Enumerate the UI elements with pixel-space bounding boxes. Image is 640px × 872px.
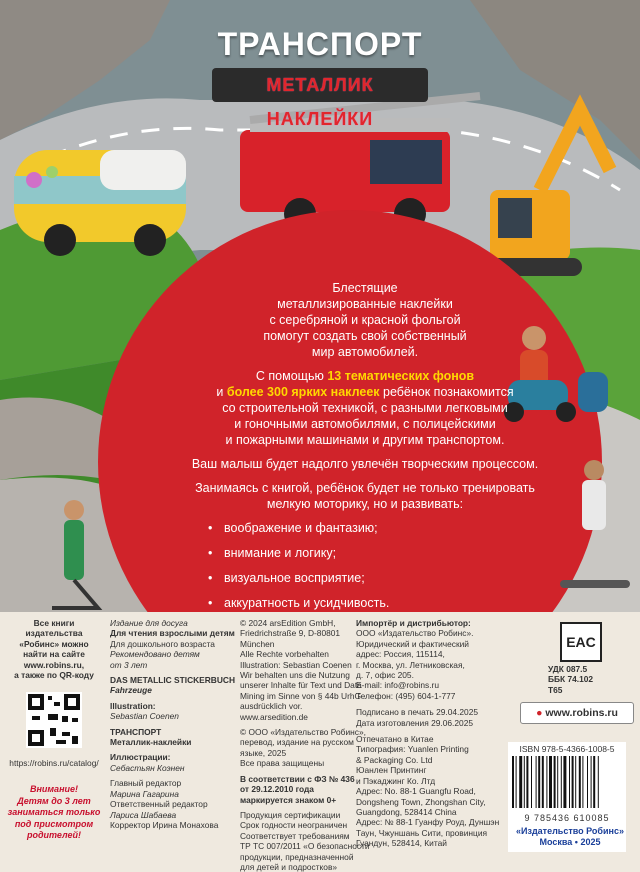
blurb-text: и bbox=[216, 385, 227, 399]
copyright-info bbox=[240, 618, 370, 872]
barcode-bar bbox=[519, 756, 522, 808]
warning-line: родителей! bbox=[26, 830, 82, 840]
blurb-highlight: 13 тематических фонов bbox=[327, 369, 475, 383]
edition-line: Себастьян Коэнен bbox=[110, 762, 185, 773]
copyright-line: Mining im Sinne von § 44b UrhG bbox=[240, 690, 362, 701]
copyright-line: перевод, издание на русском bbox=[240, 737, 354, 748]
edition-line: Издание для досуга bbox=[110, 618, 188, 628]
copyright-line: Alle Rechte vorbehalten bbox=[240, 649, 329, 660]
barcode-bar bbox=[557, 756, 558, 808]
importer-line: Телефон: (495) 604-1-777 bbox=[356, 690, 456, 701]
blurb-line: Занимаясь с книгой, ребёнок будет не только тренировать bbox=[195, 481, 535, 495]
blurb-line: и пожарными машинами и другим транспортом. bbox=[225, 433, 505, 447]
barcode-bar bbox=[512, 756, 514, 808]
copyright-line: ausdrücklich vor. bbox=[240, 701, 303, 712]
importer-line: адрес: Россия, 115114, bbox=[356, 649, 445, 660]
edition-line: ТРАНСПОРТ bbox=[110, 726, 162, 737]
importer-line: Адрес: No. 88-1 Guangfu Road, bbox=[356, 786, 476, 797]
blurb-text: С помощью bbox=[255, 369, 328, 383]
blurb-line: и гоночными автомобилями, с полицейскими bbox=[234, 417, 496, 431]
importer-lines bbox=[356, 628, 506, 848]
copyright-line: München bbox=[240, 638, 275, 649]
barcode-bar bbox=[591, 756, 592, 808]
importer-info bbox=[356, 618, 506, 849]
edition-line: от 3 лет bbox=[110, 659, 148, 670]
edition-line: Главный редактор bbox=[110, 778, 182, 789]
info-line: Все книги bbox=[33, 618, 75, 628]
barcode-bar bbox=[579, 756, 581, 808]
edition-line: Марина Гагарина bbox=[110, 788, 179, 799]
edition-line: Металлик-наклейки bbox=[110, 737, 192, 748]
copyright-line: Продукция сертификации bbox=[240, 809, 341, 820]
bullet-item: • воображение и фантазию; bbox=[208, 520, 550, 536]
blurb-intro-line: с серебряной и красной фольгой bbox=[269, 313, 461, 327]
edition-line: Illustration: bbox=[110, 700, 156, 711]
copyright-line: ТР ТС 007/2011 «О безопасности bbox=[240, 841, 370, 852]
qr-code[interactable] bbox=[26, 692, 82, 748]
classification bbox=[548, 664, 618, 695]
importer-heading: Импортёр и дистрибьютор: bbox=[356, 618, 471, 628]
barcode-bar bbox=[542, 756, 544, 808]
edition-info bbox=[110, 618, 234, 830]
barcode-bar bbox=[549, 756, 552, 808]
blurb-line: со строительной техникой, с разными легковыми bbox=[222, 401, 508, 415]
barcode-digits: 9 785436 610085 bbox=[524, 812, 610, 823]
info-line: www.robins.ru, bbox=[23, 659, 85, 670]
info-line: издательства bbox=[25, 628, 83, 639]
warning-line: Детям до 3 лет bbox=[17, 795, 91, 806]
edition-line: DAS METALLIC STICKERBUCH bbox=[110, 675, 235, 686]
barcode-bar bbox=[526, 756, 528, 808]
subtitle-text: МЕТАЛЛИК НАКЛЕЙКИ bbox=[266, 75, 374, 129]
importer-line: Адрес: № 88-1 Гуанфу Роуд, Дуншэн bbox=[356, 817, 500, 828]
importer-line: г. Москва, ул. Летниковская, bbox=[356, 659, 465, 670]
barcode-bar bbox=[575, 756, 576, 808]
importer-line: ООО «Издательство Робинс». bbox=[356, 628, 474, 639]
catalog-link[interactable]: https://robins.ru/catalog/ bbox=[9, 758, 99, 768]
barcode-bar bbox=[554, 756, 556, 808]
importer-line: Гуандун, 528414, Китай bbox=[356, 838, 447, 849]
copyright-line: маркируется знаком 0+ bbox=[240, 794, 337, 805]
copyright-line: © 2024 arsEdition GmbH, bbox=[240, 618, 336, 628]
udk-code: УДК 087.5 bbox=[548, 664, 588, 674]
cover-subtitle bbox=[212, 68, 428, 129]
barcode-bar bbox=[538, 756, 540, 808]
barcode-bar bbox=[561, 756, 562, 808]
blurb-highlight: более 300 ярких наклеек bbox=[226, 385, 380, 399]
edition-line: Корректор Ирина Монахова bbox=[110, 819, 219, 830]
blurb-bullets bbox=[208, 520, 550, 611]
publisher-name: «Издательство Робинс» bbox=[516, 826, 624, 836]
blurb-paragraph-4 bbox=[180, 480, 550, 512]
barcode-bar bbox=[516, 756, 517, 808]
barcode-bar bbox=[531, 756, 532, 808]
importer-line: Таун, Чжуншань Сити, провинция bbox=[356, 827, 488, 838]
blurb-paragraph-3: Ваш малыш будет надолго увлечён творческим процессом. bbox=[191, 457, 539, 471]
cover-title: ТРАНСПОРТ bbox=[217, 26, 423, 62]
copyright-line: www.arsedition.de bbox=[240, 711, 308, 722]
barcode-bar bbox=[593, 756, 595, 808]
catalog-code: Т65 bbox=[548, 684, 563, 695]
info-line: найти на сайте bbox=[23, 649, 85, 660]
copyright-line: Illustration: Sebastian Coenen bbox=[240, 659, 352, 670]
importer-line: Dongsheng Town, Zhongshan City, bbox=[356, 796, 486, 807]
edition-line: Иллюстрации: bbox=[110, 752, 171, 763]
edition-line: Fahrzeuge bbox=[110, 685, 152, 696]
edition-line: Для дошкольного возраста bbox=[110, 638, 215, 649]
bullet-item: • аккуратность и усидчивость. bbox=[208, 595, 550, 611]
copyright-line: unserer Inhalte für Text und Data bbox=[240, 680, 362, 691]
blurb-intro bbox=[180, 280, 550, 360]
importer-line: Дата изготовления 29.06.2025 bbox=[356, 717, 474, 728]
barcode-bar bbox=[572, 756, 574, 808]
barcode-bar bbox=[546, 756, 547, 808]
barcode-bar bbox=[569, 756, 570, 808]
blurb-text: ребёнок познакомится bbox=[379, 385, 514, 399]
blurb-line: мелкую моторику, но и развивать: bbox=[266, 497, 464, 511]
eac-mark: EAC bbox=[560, 622, 602, 662]
bullet-item: • визуальное восприятие; bbox=[208, 570, 550, 586]
edition-line: Ответственный редактор bbox=[110, 799, 208, 810]
barcode-icon bbox=[508, 754, 626, 810]
blurb-intro-line: помогут создать свой собственный bbox=[263, 329, 467, 343]
isbn: ISBN 978-5-4366-1008-5 bbox=[519, 744, 615, 754]
copyright-line: Все права защищены bbox=[240, 758, 325, 769]
website-text: www.robins.ru bbox=[545, 707, 618, 719]
copyright-line: от 29.12.2010 года bbox=[240, 784, 314, 795]
copyright-line: Friedrichstraße 9, D-80801 bbox=[240, 628, 341, 639]
barcode-bar bbox=[582, 756, 583, 808]
importer-line: Guangdong, 528414 China bbox=[356, 806, 457, 817]
importer-line: E-mail: info@robins.ru bbox=[356, 680, 439, 691]
publisher-footer bbox=[505, 826, 635, 848]
importer-line: Юридический и фактический bbox=[356, 638, 469, 649]
copyright-line: продукции, предназначенной bbox=[240, 851, 354, 862]
barcode-bar bbox=[587, 756, 588, 808]
importer-line: Юанлен Принтинг bbox=[356, 765, 427, 776]
edition-line: Sebastian Coenen bbox=[110, 711, 179, 722]
copyright-line: © ООО «Издательство Робинс», bbox=[240, 727, 366, 738]
bullet-item: • внимание и логику; bbox=[208, 545, 550, 561]
importer-line: д. 7, офис 205. bbox=[356, 670, 414, 681]
info-line: «Робинс» можно bbox=[19, 638, 89, 649]
blurb-paragraph-2 bbox=[180, 368, 550, 448]
blurb-intro-line: металлизированные наклейки bbox=[277, 297, 453, 311]
bbk-code: ББК 74.102 bbox=[548, 674, 594, 685]
website-badge[interactable] bbox=[520, 702, 634, 724]
cover-blurb bbox=[180, 280, 550, 612]
importer-line: Подписано в печать 29.04.2025 bbox=[356, 707, 479, 718]
warning-line: Внимание! bbox=[29, 784, 79, 794]
warning-line: под присмотром bbox=[14, 818, 94, 829]
barcode-bar bbox=[563, 756, 566, 808]
edition-line: Рекомендовано детям bbox=[110, 649, 200, 660]
edition-line: Для чтения взрослыми детям bbox=[110, 628, 235, 639]
info-line: а также по QR-коду bbox=[14, 670, 94, 681]
edition-line: Лариса Шабаева bbox=[110, 809, 177, 820]
importer-line: и Пэкаджинг Ко. Лтд bbox=[356, 775, 436, 786]
left-info bbox=[6, 618, 102, 680]
copyright-line: Срок годности неограничен bbox=[240, 820, 348, 831]
publisher-city: Москва • 2025 bbox=[539, 837, 601, 847]
importer-line: Типография: Yuanlen Printing bbox=[356, 744, 469, 755]
barcode-bar bbox=[536, 756, 537, 808]
copyright-line: В соответствии с ФЗ № 436 bbox=[240, 773, 355, 784]
imprint-panel bbox=[0, 612, 640, 872]
importer-line: & Packaging Co. Ltd bbox=[356, 754, 433, 765]
warning-line: заниматься только bbox=[7, 807, 101, 817]
barcode-bar bbox=[598, 756, 599, 808]
barcode-bar bbox=[524, 756, 525, 808]
blurb-intro-line: Блестящие bbox=[332, 281, 398, 295]
robin-icon: ● bbox=[536, 707, 543, 719]
blurb-intro-line: мир автомобилей. bbox=[311, 345, 419, 359]
copyright-line: Wir behalten uns die Nutzung bbox=[240, 670, 350, 681]
age-warning bbox=[4, 784, 104, 842]
copyright-line: для детей и подростков» bbox=[240, 861, 338, 872]
copyright-line: языке, 2025 bbox=[240, 747, 287, 758]
importer-line: Отпечатано в Китае bbox=[356, 734, 434, 745]
qr-code-icon bbox=[26, 692, 82, 748]
copyright-line: Соответствует требованиям bbox=[240, 830, 350, 841]
